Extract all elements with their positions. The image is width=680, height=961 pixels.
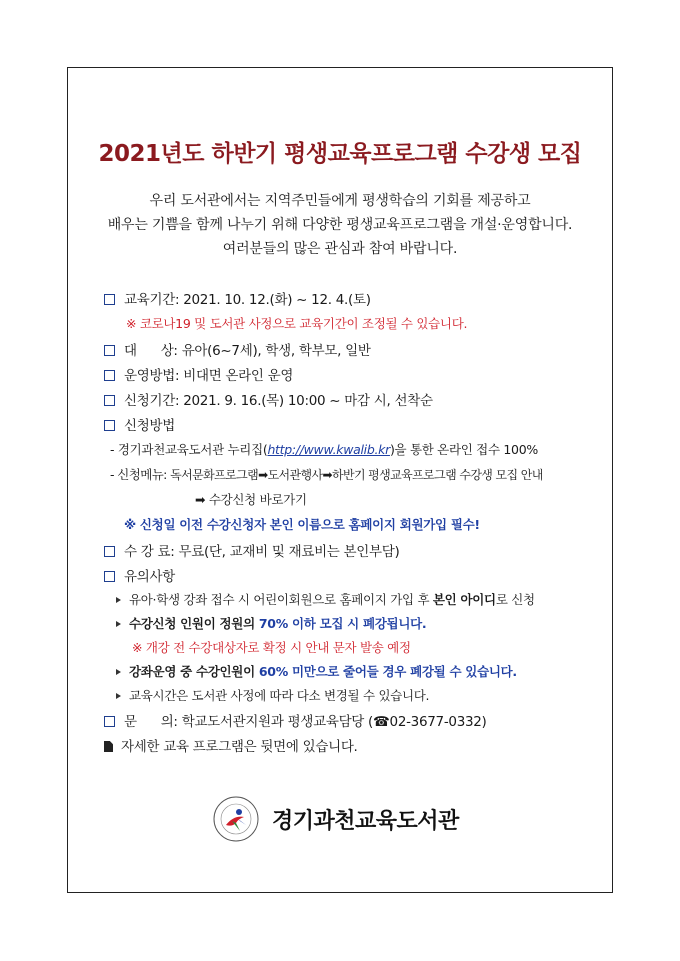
checkbox-icon — [104, 571, 115, 582]
bullet-triangle-icon — [116, 693, 121, 699]
bullet-triangle-icon — [116, 597, 121, 603]
notes-item-1: 유아·학생 강좌 접수 시 어린이회원으로 홈페이지 가입 후 본인 아이디로 신청 — [116, 590, 535, 608]
notes-item-4: 교육시간은 도서관 사정에 따라 다소 변경될 수 있습니다. — [116, 686, 429, 704]
notes-row: 유의사항 — [104, 565, 175, 585]
checkbox-icon — [104, 294, 115, 305]
checkbox-icon — [104, 370, 115, 381]
apply-method-line-1: - 경기과천교육도서관 누리집(http://www.kwalib.kr)을 통한 온라인 접수 100% — [110, 442, 538, 457]
library-website-link[interactable]: http://www.kwalib.kr — [267, 442, 390, 457]
intro-line-2: 배우는 기쁨을 함께 나누기 위해 다양한 평생교육프로그램을 개설·운영합니다. — [107, 217, 573, 233]
period-row: 교육기간: 2021. 10. 12.(화) ~ 12. 4.(토) — [104, 288, 371, 308]
more-info-row: 자세한 교육 프로그램은 뒷면에 있습니다. — [104, 735, 358, 755]
apply-period-row: 신청기간: 2021. 9. 16.(목) 10:00 ~ 마감 시, 선착순 — [104, 389, 433, 409]
checkbox-icon — [104, 546, 115, 557]
contact-row: 문 의: 학교도서관지원과 평생교육담당 (☎02-3677-0332) — [104, 710, 487, 730]
apply-method-line-2: - 신청메뉴: 독서문화프로그램➡도서관행사➡하반기 평생교육프로그램 수강생 모집 안내 — [110, 467, 543, 482]
checkbox-icon — [104, 420, 115, 431]
notes-item-2-note: ※ 개강 전 수강대상자로 확정 시 안내 문자 발송 예정 — [132, 640, 411, 655]
fee-row: 수 강 료: 무료(단, 교재비 및 재료비는 본인부담) — [104, 540, 399, 560]
apply-method-row: 신청방법 — [104, 414, 175, 434]
target-row: 대 상: 유아(6~7세), 학생, 학부모, 일반 — [104, 339, 371, 359]
apply-method-note: ※ 신청일 이전 수강신청자 본인 이름으로 홈페이지 회원가입 필수! — [124, 517, 480, 532]
library-logo-icon — [212, 795, 260, 843]
intro-line-3: 여러분들의 많은 관심과 참여 바랍니다. — [222, 241, 458, 257]
intro-line-1: 우리 도서관에서는 지역주민들에게 평생학습의 기회를 제공하고 — [149, 193, 531, 209]
notes-item-3: 강좌운영 중 수강인원이 60% 미만으로 줄어들 경우 폐강될 수 있습니다. — [116, 662, 517, 680]
library-name: 경기과천교육도서관 — [272, 809, 459, 834]
method-row: 운영방법: 비대면 온라인 운영 — [104, 364, 293, 384]
bullet-triangle-icon — [116, 621, 121, 627]
checkbox-icon — [104, 716, 115, 727]
document-icon — [104, 741, 113, 752]
apply-method-line-3: ➡ 수강신청 바로가기 — [195, 492, 307, 507]
page-title: 2021년도 하반기 평생교육프로그램 수강생 모집 — [98, 141, 582, 167]
checkbox-icon — [104, 395, 115, 406]
bullet-triangle-icon — [116, 669, 121, 675]
period-note: ※ 코로나19 및 도서관 사정으로 교육기간이 조정될 수 있습니다. — [126, 316, 468, 331]
notes-item-2: 수강신청 인원이 정원의 70% 이하 모집 시 폐강됩니다. — [116, 614, 426, 632]
checkbox-icon — [104, 345, 115, 356]
